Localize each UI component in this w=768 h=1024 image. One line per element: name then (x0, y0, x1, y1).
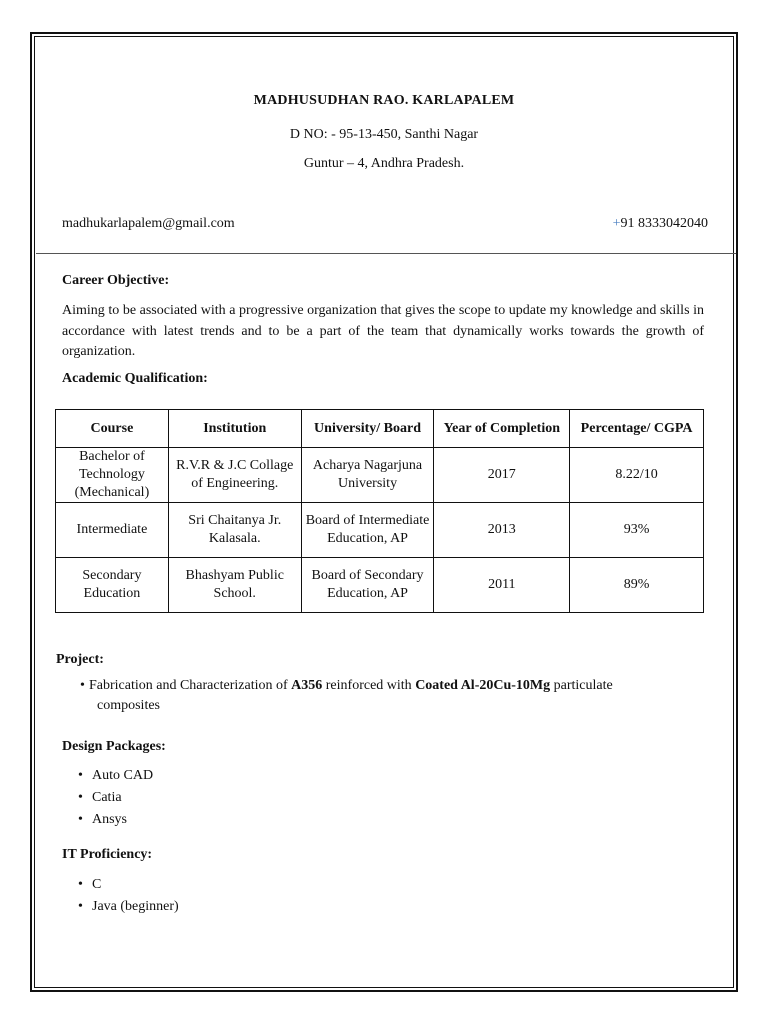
list-item-label: Java (beginner) (92, 899, 179, 914)
cell-institution: R.V.R & J.C Collage of Engineering. (168, 448, 301, 503)
project-text-part: reinforced with (322, 678, 416, 693)
project-coating: Coated Al-20Cu-10Mg (415, 678, 551, 693)
cell-percentage: 8.22/10 (570, 448, 704, 503)
table-row (56, 558, 704, 613)
cell-percentage: 89% (570, 558, 704, 613)
design-packages-heading: Design Packages: (62, 739, 166, 754)
column-header-university: University/ Board (301, 410, 434, 448)
cell-course: Secondary Education (56, 558, 169, 613)
cell-year: 2013 (434, 503, 570, 558)
cell-university: Board of Intermediate Education, AP (301, 503, 434, 558)
bullet-icon: • (78, 899, 83, 914)
column-header-percentage: Percentage/ CGPA (570, 410, 704, 448)
project-item (80, 676, 704, 716)
bullet-icon: • (78, 812, 83, 827)
project-line-2: composites (97, 698, 160, 713)
header-divider (36, 253, 736, 254)
project-alloy-a356: A356 (291, 678, 323, 693)
cell-percentage: 93% (570, 503, 704, 558)
table-row (56, 503, 704, 558)
bullet-icon: • (78, 768, 83, 783)
list-item-label: C (92, 877, 102, 892)
list-item (78, 766, 153, 788)
phone-plus-sign: + (612, 216, 621, 231)
cell-institution: Sri Chaitanya Jr. Kalasala. (168, 503, 301, 558)
bullet-icon: • (78, 790, 83, 805)
list-item (78, 810, 153, 832)
phone-number (613, 216, 708, 232)
career-objective-text: Aiming to be associated with a progressive organization that gives the scope to update my knowledge and skills in accordance with latest trends and to be a part of the team that dynamically works towards the growth of organization. (62, 303, 704, 359)
table-row (56, 448, 704, 503)
cell-university: Acharya Nagarjuna University (301, 448, 434, 503)
cell-institution: Bhashyam Public School. (168, 558, 301, 613)
cell-university: Board of Secondary Education, AP (301, 558, 434, 613)
column-header-institution: Institution (168, 410, 301, 448)
table-header-row (56, 410, 704, 448)
bullet-icon: • (78, 877, 83, 892)
cell-year: 2017 (434, 448, 570, 503)
cell-year: 2011 (434, 558, 570, 613)
list-item (78, 788, 153, 810)
project-text-part: particulate (550, 678, 613, 693)
academic-table (55, 409, 704, 613)
phone-digits: 91 8333042040 (620, 216, 708, 231)
list-item (78, 897, 179, 919)
design-packages-list (78, 766, 153, 832)
project-text-part: Fabrication and Characterization of (89, 678, 292, 693)
address-line-2: Guntur – 4, Andhra Pradesh. (303, 156, 465, 171)
project-heading: Project: (56, 652, 104, 667)
list-item-label: Auto CAD (92, 768, 154, 783)
list-item (78, 875, 179, 897)
it-proficiency-list (78, 875, 179, 919)
cell-course: Intermediate (56, 503, 169, 558)
bullet-icon: • (80, 678, 85, 693)
column-header-year: Year of Completion (434, 410, 570, 448)
column-header-course: Course (56, 410, 169, 448)
it-proficiency-heading: IT Proficiency: (62, 847, 153, 862)
cell-course: Bachelor of Technology (Mechanical) (56, 448, 169, 503)
list-item-label: Catia (92, 790, 122, 805)
email-address: madhukarlapalem@gmail.com (62, 216, 235, 231)
academic-qualification-heading: Academic Qualification: (62, 371, 208, 386)
address-line-1: D NO: - 95-13-450, Santhi Nagar (289, 127, 479, 142)
project-line-1 (80, 676, 704, 696)
career-objective-heading: Career Objective: (62, 273, 170, 288)
list-item-label: Ansys (92, 812, 128, 827)
resume-name: MADHUSUDHAN RAO. KARLAPALEM (253, 93, 515, 108)
